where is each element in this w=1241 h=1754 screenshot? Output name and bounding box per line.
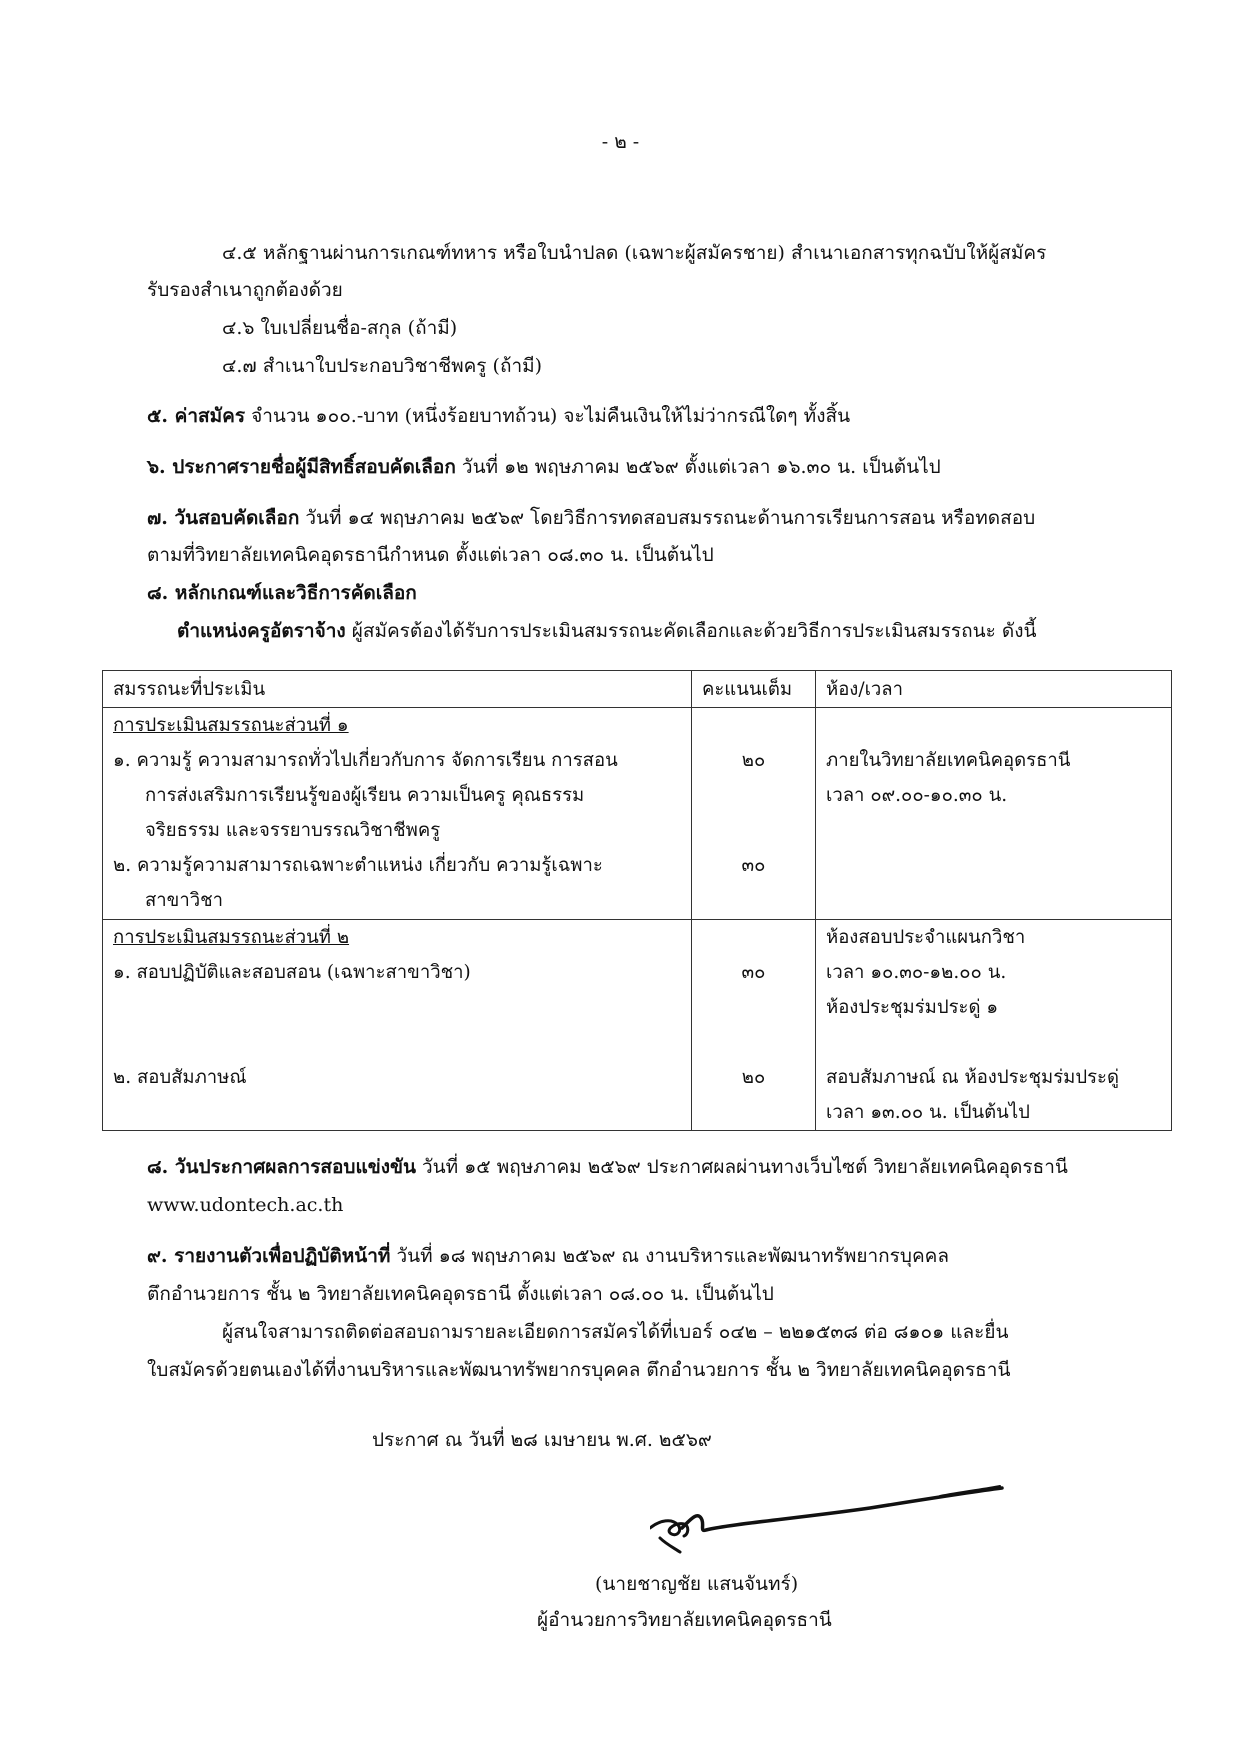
- part2-item1-time: เวลา ๑๐.๓๐-๑๒.๐๐ น.: [826, 962, 1007, 983]
- part1-room: ภายในวิทยาลัยเทคนิคอุดรธานี: [826, 750, 1071, 771]
- part1-item1-line2: การส่งเสริมการเรียนรู้ของผู้เรียน ความเป็นครู คุณธรรม: [145, 785, 585, 806]
- item-6-text: วันที่ ๑๒ พฤษภาคม ๒๕๖๙ ตั้งแต่เวลา ๑๖.๓๐ น. เป็นต้นไป: [455, 456, 941, 478]
- result-text: วันที่ ๑๕ พฤษภาคม ๒๕๖๙ ประกาศผลผ่านทางเว็บไซต์ วิทยาลัยเทคนิคอุดรธานี: [415, 1156, 1068, 1178]
- item-4-6: ๔.๖ ใบเปลี่ยนชื่อ-สกุล (ถ้ามี): [222, 317, 458, 339]
- part2-item1: ๑. สอบปฏิบัติและสอบสอน (เฉพาะสาขาวิชา): [113, 962, 471, 983]
- announcement-date: ประกาศ ณ วันที่ ๒๘ เมษายน พ.ศ. ๒๕๖๙: [372, 1429, 712, 1451]
- item-5-heading: ๕. ค่าสมัคร: [147, 405, 246, 427]
- signer-name: (นายชาญชัย แสนจันทร์): [595, 1573, 799, 1595]
- header-room-time: ห้อง/เวลา: [816, 671, 1172, 708]
- part1-item1-line1: ๑. ความรู้ ความสามารถทั่วไปเกี่ยวกับการ จัดการเรียน การสอน: [113, 750, 618, 771]
- header-score: คะแนนเต็ม: [692, 671, 816, 708]
- part2-score-cell: [692, 920, 816, 1131]
- table-row: [103, 920, 1172, 1131]
- part1-item2-score: ๓๐: [741, 855, 766, 876]
- report-for-duty: [147, 1242, 949, 1270]
- item-4-5-line-2: รับรองสำเนาถูกต้องด้วย: [147, 279, 343, 301]
- part2-item1-score: ๓๐: [741, 962, 766, 983]
- position-label: ตำแหน่งครูอัตราจ้าง: [177, 620, 346, 642]
- part1-item1-line3: จริยธรรม และจรรยาบรรณวิชาชีพครู: [145, 820, 441, 841]
- part1-score-cell: [692, 708, 816, 920]
- item-5-text: จำนวน ๑๐๐.-บาท (หนึ่งร้อยบาทถ้วน) จะไม่คืนเงินให้ไม่ว่ากรณีใดๆ ทั้งสิ้น: [245, 405, 851, 427]
- part1-room-cell: [816, 708, 1172, 920]
- part2-item1-room: ห้องสอบประจำแผนกวิชา: [826, 927, 1026, 948]
- part2-item1-room2: ห้องประชุมร่มประดู่ ๑: [826, 997, 999, 1018]
- item-8-heading: ๘. หลักเกณฑ์และวิธีการคัดเลือก: [147, 582, 417, 604]
- header-competency: สมรรถนะที่ประเมิน: [103, 671, 692, 708]
- contact-line-2: ใบสมัครด้วยตนเองได้ที่งานบริหารและพัฒนาทรัพยากรบุคคล ตึกอำนวยการ ชั้น ๒ วิทยาลัยเทคนิคอุดรธานี: [147, 1359, 1011, 1381]
- table-row: [103, 708, 1172, 920]
- website-url: www.udontech.ac.th: [147, 1194, 344, 1216]
- contact-line-1: ผู้สนใจสามารถติดต่อสอบถามรายละเอียดการสมัครได้ที่เบอร์ ๐๔๒ – ๒๒๑๕๓๘ ต่อ ๘๑๐๑ และยื่น: [222, 1321, 1009, 1343]
- page-number: - ๒ -: [601, 131, 640, 153]
- competency-table: [102, 670, 1172, 1131]
- part1-competency-cell: [103, 708, 692, 920]
- handwritten-signature: [650, 1480, 1010, 1565]
- part1-item1-score: ๒๐: [741, 750, 766, 771]
- part2-item2-score: ๒๐: [741, 1067, 766, 1088]
- part1-title: การประเมินสมรรถนะส่วนที่ ๑: [113, 715, 349, 736]
- item-7: [147, 504, 1035, 532]
- part1-time: เวลา ๐๙.๐๐-๑๐.๓๐ น.: [826, 785, 1008, 806]
- signer-title: ผู้อำนวยการวิทยาลัยเทคนิคอุดรธานี: [537, 1609, 832, 1631]
- item-7-line-2: ตามที่วิทยาลัยเทคนิคอุดรธานีกำหนด ตั้งแต่เวลา ๐๘.๓๐ น. เป็นต้นไป: [147, 544, 714, 566]
- item-7-text: วันที่ ๑๔ พฤษภาคม ๒๕๖๙ โดยวิธีการทดสอบสมรรถนะด้านการเรียนการสอน หรือทดสอบ: [299, 507, 1036, 529]
- part2-item2: ๒. สอบสัมภาษณ์: [113, 1067, 247, 1088]
- part2-room-cell: [816, 920, 1172, 1131]
- result-announcement: [147, 1153, 1068, 1181]
- item-6-heading: ๖. ประกาศรายชื่อผู้มีสิทธิ์สอบคัดเลือก: [147, 456, 456, 478]
- table-header-row: [103, 671, 1172, 708]
- item-4-5-line-1: ๔.๕ หลักฐานผ่านการเกณฑ์ทหาร หรือใบนำปลด (เฉพาะผู้สมัครชาย) สำเนาเอกสารทุกฉบับให้ผู้สมัคร: [222, 242, 1047, 264]
- item-7-heading: ๗. วันสอบคัดเลือก: [147, 507, 300, 529]
- position-text: ผู้สมัครต้องได้รับการประเมินสมรรถนะคัดเลือกและด้วยวิธีการประเมินสมรรถนะ ดังนี้: [345, 620, 1037, 642]
- item-6: [147, 453, 941, 481]
- part2-title: การประเมินสมรรถนะส่วนที่ ๒: [113, 927, 350, 948]
- part1-item2-line2: สาขาวิชา: [145, 890, 224, 911]
- part2-item2-time: เวลา ๑๓.๐๐ น. เป็นต้นไป: [826, 1102, 1030, 1123]
- report-text: วันที่ ๑๘ พฤษภาคม ๒๕๖๙ ณ งานบริหารและพัฒนาทรัพยากรบุคคล: [390, 1245, 950, 1267]
- item-5: [147, 402, 850, 430]
- report-heading: ๙. รายงานตัวเพื่อปฏิบัติหน้าที่: [147, 1245, 391, 1267]
- part2-item2-room: สอบสัมภาษณ์ ณ ห้องประชุมร่มประดู่: [826, 1067, 1119, 1088]
- item-4-7: ๔.๗ สำเนาใบประกอบวิชาชีพครู (ถ้ามี): [222, 355, 543, 377]
- item-8-position: [177, 617, 1036, 645]
- report-line-2: ตึกอำนวยการ ชั้น ๒ วิทยาลัยเทคนิคอุดรธานี ตั้งแต่เวลา ๐๘.๐๐ น. เป็นต้นไป: [147, 1283, 774, 1305]
- part1-item2-line1: ๒. ความรู้ความสามารถเฉพาะตำแหน่ง เกี่ยวกับ ความรู้เฉพาะ: [113, 855, 603, 876]
- result-heading: ๘. วันประกาศผลการสอบแข่งขัน: [147, 1156, 416, 1178]
- part2-competency-cell: [103, 920, 692, 1131]
